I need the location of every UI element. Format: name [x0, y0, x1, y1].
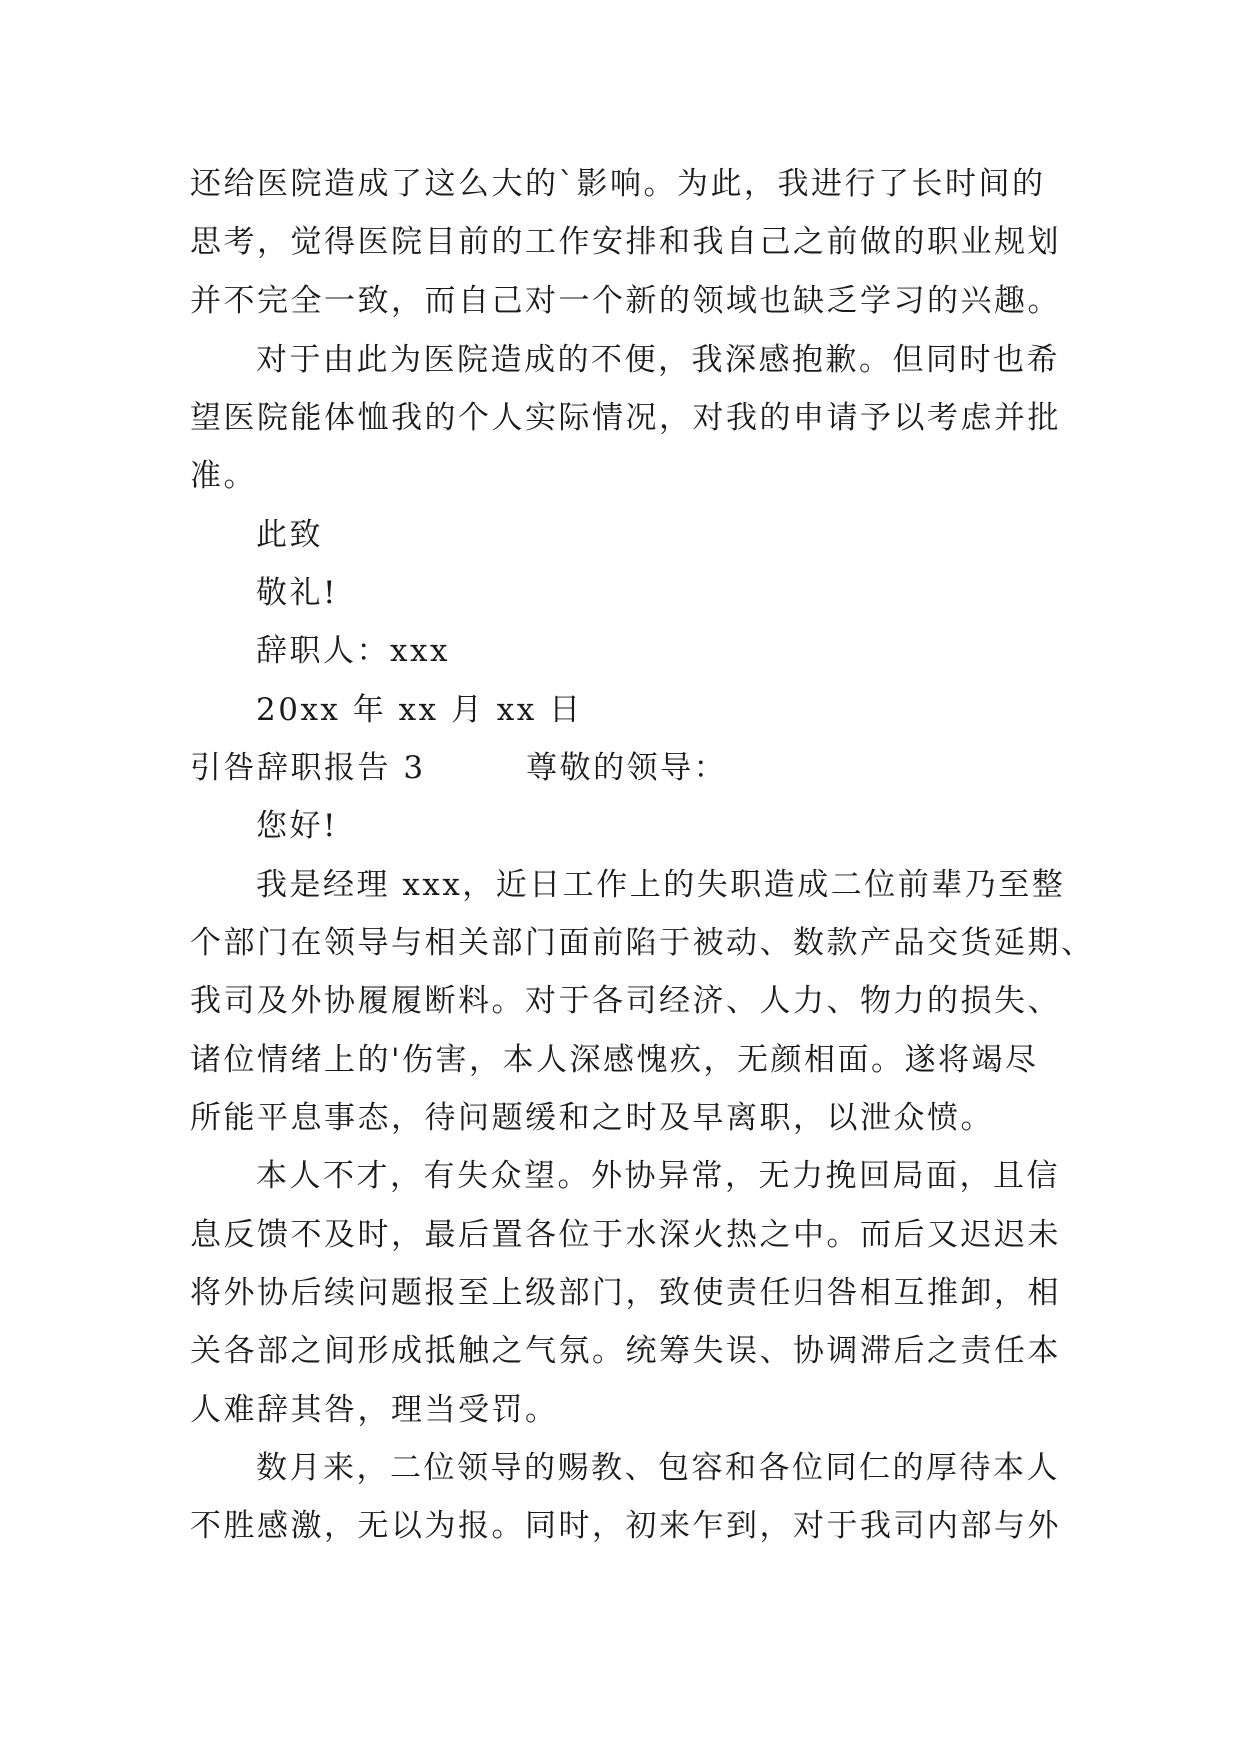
body-text-line: 思考，觉得医院目前的工作安排和我自己之前做的职业规划	[190, 224, 1061, 260]
body-text-line: 将外协后续问题报至上级部门，致使责任归咎相互推卸，相	[190, 1275, 1061, 1311]
body-text-line: 息反馈不及时，最后置各位于水深火热之中。而后又迟迟未	[190, 1217, 1061, 1253]
date-line: 20xx 年 xx 月 xx 日	[256, 692, 583, 728]
body-text-line: 所能平息事态，待问题缓和之时及早离职，以泄众愤。	[190, 1100, 994, 1136]
greeting-line: 您好!	[256, 808, 338, 844]
body-text-line: 并不完全一致，而自己对一个新的领域也缺乏学习的兴趣。	[190, 283, 1061, 319]
paragraph-start-line: 本人不才，有失众望。外协异常，无力挽回局面，且信	[256, 1158, 1060, 1194]
section-heading: 引咎辞职报告 3 尊敬的领导：	[190, 750, 728, 786]
body-text-line: 准。	[190, 458, 257, 494]
closing-salutation: 此致	[256, 517, 323, 553]
body-text-line: 人难辞其咎，理当受罚。	[190, 1392, 559, 1428]
signature-line: 辞职人：xxx	[256, 633, 450, 669]
paragraph-start-line: 对于由此为医院造成的不便，我深感抱歉。但同时也希	[256, 342, 1060, 378]
closing-regards: 敬礼!	[256, 575, 338, 611]
body-text-line: 望医院能体恤我的个人实际情况，对我的申请予以考虑并批	[190, 400, 1061, 436]
paragraph-start-line: 数月来，二位领导的赐教、包容和各位同仁的厚待本人	[256, 1450, 1060, 1486]
body-text-line: 不胜感激，无以为报。同时，初来乍到，对于我司内部与外	[190, 1508, 1061, 1544]
body-text-line: 我司及外协履履断料。对于各司经济、人力、物力的损失、	[190, 983, 1061, 1019]
paragraph-start-line: 我是经理 xxx，近日工作上的失职造成二位前辈乃至整	[256, 867, 1066, 903]
body-text-line: 关各部之间形成抵触之气氛。统筹失误、协调滞后之责任本	[190, 1333, 1061, 1369]
body-text-line: 个部门在领导与相关部门面前陷于被动、数款产品交货延期、	[190, 925, 1095, 961]
body-text-line: 还给医院造成了这么大的`影响。为此，我进行了长时间的	[190, 166, 1046, 202]
body-text-line: 诸位情绪上的'伤害，本人深感愧疚，无颜相面。遂将竭尽	[190, 1042, 1039, 1078]
